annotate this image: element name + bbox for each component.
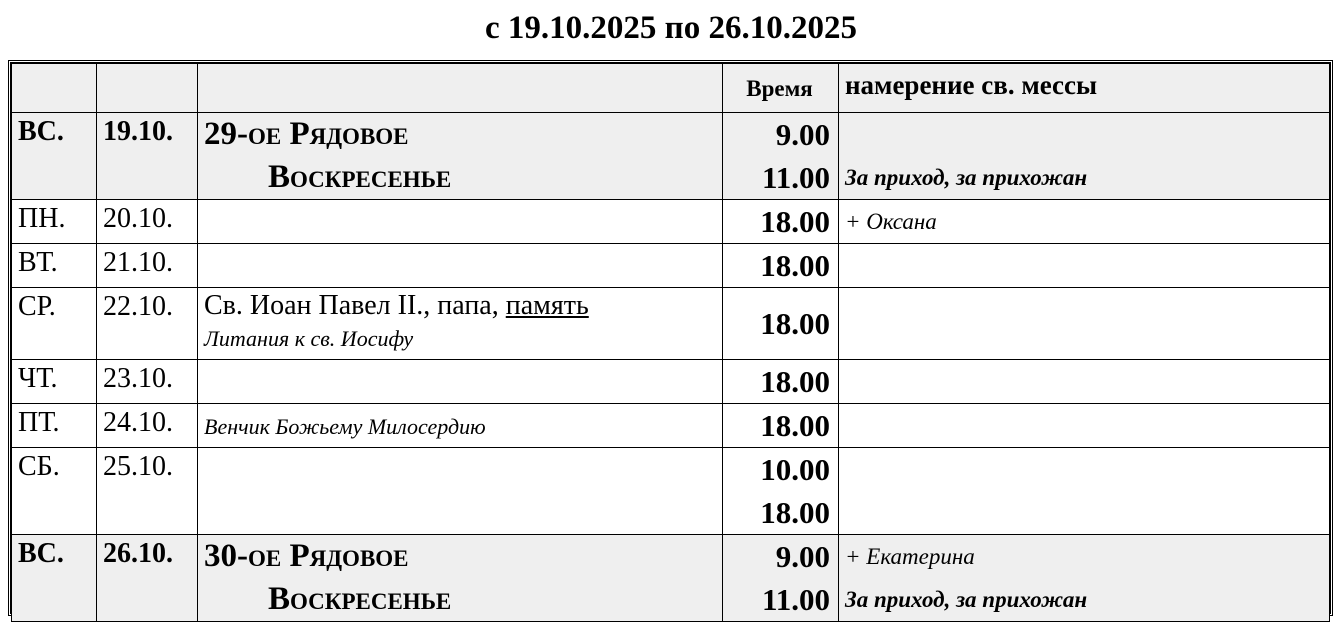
intention-text: За приход, за прихожан — [845, 587, 1088, 612]
event-cell — [198, 113, 723, 200]
intention-text: + Екатерина — [845, 544, 975, 569]
day-cell: ПТ. — [12, 404, 97, 448]
time-value: 18.00 — [760, 204, 830, 239]
day-cell: ПН. — [12, 200, 97, 244]
date-cell: 23.10. — [97, 360, 198, 404]
intention-cell — [839, 200, 1330, 244]
time-value: 18.00 — [760, 408, 830, 443]
mass-schedule-table — [11, 63, 1330, 622]
intention-text: + Оксана — [845, 209, 937, 234]
intention-cell — [839, 404, 1330, 448]
time-value: 18.00 — [760, 248, 830, 283]
date-cell: 26.10. — [97, 535, 198, 622]
time-cell — [723, 404, 839, 448]
table-row — [12, 200, 1330, 244]
event-cell — [198, 360, 723, 404]
header-date-cell — [97, 64, 198, 113]
event-cell — [198, 200, 723, 244]
time-cell — [723, 113, 839, 200]
time-cell — [723, 288, 839, 360]
date-cell: 24.10. — [97, 404, 198, 448]
sunday-title-line2: Воскресенье — [268, 159, 452, 195]
event-text: Св. Иоан Павел II., папа — [204, 290, 492, 321]
time-value: 18.00 — [760, 306, 830, 341]
schedule-table-frame — [8, 60, 1333, 616]
date-cell: 25.10. — [97, 448, 198, 535]
time-value: 11.00 — [761, 160, 830, 195]
event-rank-text: память — [505, 290, 589, 321]
header-time-cell: Время — [723, 64, 839, 113]
sunday-title-line1: 30-ое Рядовое — [204, 538, 409, 574]
day-cell: ЧТ. — [12, 360, 97, 404]
sunday-title-line2: Воскресенье — [268, 581, 452, 617]
table-row — [12, 448, 1330, 535]
intention-cell — [839, 535, 1330, 622]
day-cell: ВТ. — [12, 244, 97, 288]
date-cell: 19.10. — [97, 113, 198, 200]
table-row — [12, 535, 1330, 622]
time-value: 10.00 — [760, 452, 830, 487]
event-cell — [198, 244, 723, 288]
table-row — [12, 288, 1330, 360]
event-separator: , — [491, 290, 506, 321]
event-cell — [198, 288, 723, 360]
day-cell: ВС. — [12, 113, 97, 200]
day-cell: СБ. — [12, 448, 97, 535]
event-cell — [198, 448, 723, 535]
event-cell — [198, 404, 723, 448]
table-row — [12, 244, 1330, 288]
header-intention-cell: намерение св. мессы — [839, 64, 1330, 113]
date-cell: 21.10. — [97, 244, 198, 288]
intention-cell — [839, 448, 1330, 535]
event-italic-text: Литания к св. Иосифу — [204, 326, 414, 351]
intention-cell — [839, 288, 1330, 360]
header-day-cell — [12, 64, 97, 113]
intention-cell — [839, 113, 1330, 200]
day-cell: ВС. — [12, 535, 97, 622]
time-value: 18.00 — [760, 364, 830, 399]
time-value: 9.00 — [775, 539, 830, 574]
date-cell: 22.10. — [97, 288, 198, 360]
table-header-row — [12, 64, 1330, 113]
time-value: 18.00 — [760, 495, 830, 530]
page-title: с 19.10.2025 по 26.10.2025 — [485, 10, 857, 46]
sunday-title-line1: 29-ое Рядовое — [204, 116, 409, 152]
header-event-cell — [198, 64, 723, 113]
date-cell: 20.10. — [97, 200, 198, 244]
intention-cell — [839, 360, 1330, 404]
table-row — [12, 113, 1330, 200]
time-cell — [723, 200, 839, 244]
intention-text: За приход, за прихожан — [845, 165, 1088, 190]
event-italic-text: Венчик Божьему Милосердию — [204, 413, 486, 439]
time-value: 9.00 — [775, 117, 830, 152]
time-cell — [723, 535, 839, 622]
event-cell — [198, 535, 723, 622]
time-cell — [723, 244, 839, 288]
intention-cell — [839, 244, 1330, 288]
time-value: 11.00 — [761, 582, 830, 617]
time-cell — [723, 448, 839, 535]
intention-text — [845, 113, 1323, 156]
table-row — [12, 404, 1330, 448]
day-cell: СР. — [12, 288, 97, 360]
time-cell — [723, 360, 839, 404]
table-row — [12, 360, 1330, 404]
